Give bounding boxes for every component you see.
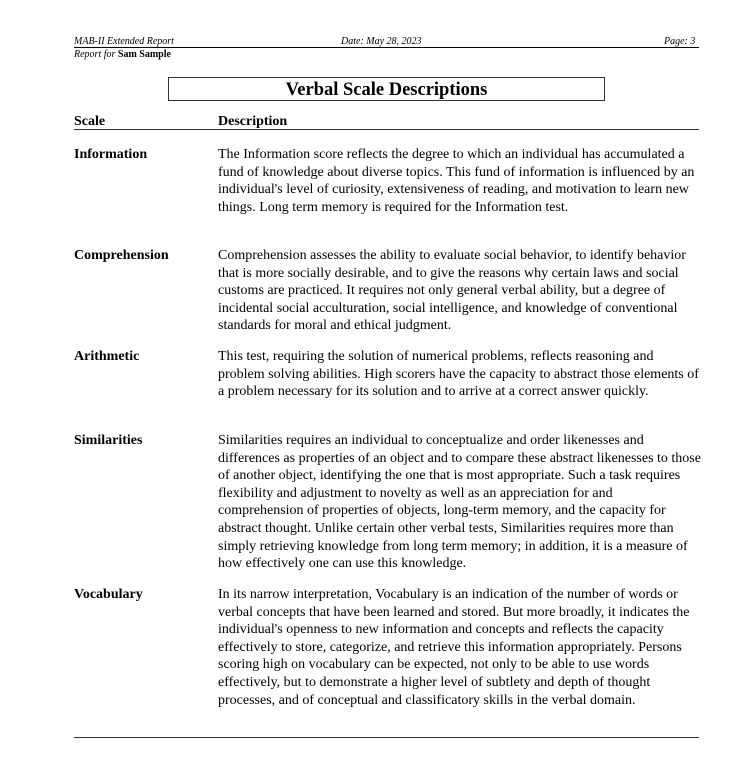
scale-description: This test, requiring the solution of numerical problems, reflects reasoning and problem solving abilities. High scorers have the capacity to abstract those elements of a problem necessary for its solution and to arrive at a correct answer quickly.	[218, 349, 699, 400]
scale-name: Comprehension	[74, 248, 169, 263]
report-for	[74, 49, 171, 60]
scale-name: Arithmetic	[74, 349, 140, 364]
column-header-description: Description	[218, 114, 288, 129]
footer-divider	[74, 737, 699, 738]
report-name: MAB-II Extended Report	[74, 36, 174, 47]
report-for-label: Report for	[74, 49, 116, 60]
page-number: Page: 3	[664, 36, 696, 47]
scale-description: The Information score reflects the degree to which an individual has accumulated a fund of knowledge about diverse topics. This fund of information is influenced by an individual's level of curiosity, extensiveness of reading, and motivation to learn new things. Long term memory is required for the Information test.	[218, 147, 695, 215]
table-header-divider	[74, 129, 699, 130]
scale-description: Similarities requires an individual to conceptualize and order likenesses and differences as properties of an object and to compare these abstract likenesses to those of another object, identifying the one that is most appropriate. Such a task requires flexibility and adjustment to novelty as well as an appreciation for and comprehension of properties of objects, long-term memory, and the capacity for abstract thought. Unlike certain other verbal tests, Similarities requires more than simply retrieving knowledge from long term memory; in addition, it is a measure of how effectively one can use this knowledge.	[218, 433, 701, 572]
scale-name: Vocabulary	[74, 587, 143, 602]
header-divider	[74, 47, 699, 48]
scale-description: In its narrow interpretation, Vocabulary is an indication of the number of words or verbal concepts that have been learned and stored. But more broadly, it indicates the individual's openness to new information and concepts and reflects the capacity effectively to store, categorize, and retrieve this information appropriately. Persons scoring high on vocabulary can be expected, not only to be able to use words effectively, but to demonstrate a higher level of subtlety and depth of thought processes, and of conceptual and classificatory skills in the verbal domain.	[218, 587, 690, 708]
scale-name: Information	[74, 147, 148, 162]
column-header-scale: Scale	[74, 114, 106, 129]
subject-name: Sam Sample	[117, 49, 171, 60]
scale-name: Similarities	[74, 433, 143, 448]
scale-description: Comprehension assesses the ability to evaluate social behavior, to identify behavior that is more socially desirable, and to give the reasons why certain laws and social customs are practiced. It requires not only general verbal ability, but a degree of incidental social acculturation, social intelligence, and knowledge of conventional standards for moral and ethical judgment.	[218, 248, 686, 334]
page-title: Verbal Scale Descriptions	[168, 77, 605, 101]
report-date: Date: May 28, 2023	[341, 36, 422, 47]
